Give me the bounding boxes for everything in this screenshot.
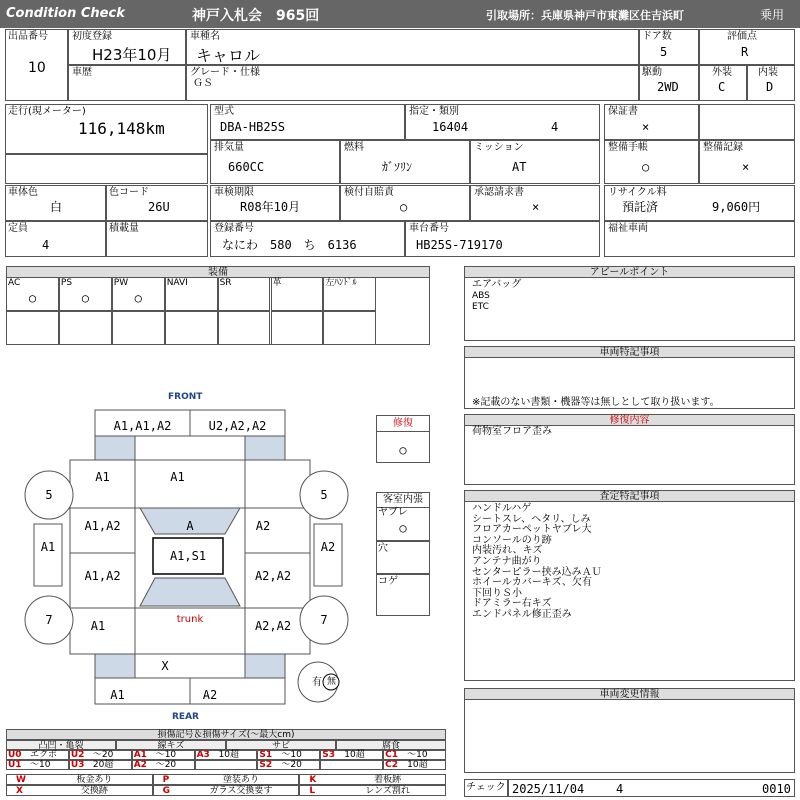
equipment-title: 装備: [6, 266, 430, 278]
legend-mark-code: L: [309, 786, 316, 796]
auction-title: 神戸入札会 965回: [192, 8, 320, 24]
legend-text: 10超: [407, 760, 428, 770]
legend-mark-text: 板金あり: [76, 775, 113, 785]
legend-code: C2: [385, 760, 399, 770]
legend-text: 10超: [218, 750, 240, 760]
spare-mark: 無: [327, 677, 337, 687]
note-line: 内装汚れ、キズ: [472, 545, 543, 557]
legend-mark-text: 着板跡: [374, 775, 402, 785]
equipment-label: PS: [60, 278, 73, 288]
legend-mark-text: レンズ割れ: [365, 786, 410, 796]
legend-code: C1: [385, 750, 399, 760]
chassis-value: HB25S-719170: [416, 238, 503, 252]
model-name-label: 車種名: [190, 31, 220, 42]
equipment-blank-cell: [59, 311, 112, 345]
note-line: ホイールカバーキズ、欠有: [472, 577, 592, 589]
score-value: R: [741, 45, 749, 59]
check-code: 0010: [762, 782, 791, 796]
load-label: 積載量: [109, 223, 139, 234]
approval-value: ×: [532, 200, 540, 214]
legend-mark-code: W: [16, 775, 26, 785]
legend-group: 凸凹・亀裂: [6, 740, 116, 750]
cell-rear-right: A2: [202, 688, 218, 702]
ext-label: 外装: [712, 67, 732, 78]
legend-mark-text: 交換跡: [80, 786, 108, 796]
legend-code: A3: [196, 750, 210, 760]
doors-label: ドア数: [642, 31, 672, 42]
first-reg-label: 初度登録: [72, 31, 112, 42]
doors-value: 5: [660, 45, 668, 59]
note-line: センターピラー挟み込みＡＵ: [472, 566, 602, 578]
cabin-divider-1: [376, 540, 430, 542]
equipment-value: ○: [134, 291, 142, 305]
tire-rear-right: 7: [320, 613, 328, 627]
ext-value: C: [718, 80, 726, 94]
repair-title: 修復内容: [464, 414, 795, 426]
check-label: チェック: [466, 782, 506, 793]
brand-title: Condition Check: [6, 6, 125, 21]
cabin-title: 客室内張: [376, 494, 430, 508]
appeal-title: アピールポイント: [464, 266, 795, 278]
legend-code: S1: [259, 750, 273, 760]
cabin-item-label-1: ヤブレ: [378, 507, 408, 518]
cell-rear-center: X: [161, 659, 169, 673]
legend-code: S3: [322, 750, 336, 760]
check-date: 2025/11/04: [512, 782, 585, 796]
equipment-label: 左ﾊﾝﾄﾞﾙ: [325, 278, 357, 288]
tire-front-left: 5: [45, 488, 53, 502]
plate-value: なにわ 580 ち 6136: [222, 238, 357, 252]
change-title: 車両変更情報: [464, 688, 795, 700]
approval-label: 承認請求書: [474, 187, 524, 198]
note-line: フロアカーペットヤブレ大: [472, 524, 592, 536]
equipment-label: SR: [219, 278, 232, 288]
cell-quarter-right: A2,A2: [254, 619, 292, 633]
first-reg-value: H23年10月: [92, 46, 172, 64]
recycle-amount: 9,060円: [712, 200, 761, 214]
cell-fender-right: A2: [255, 519, 271, 533]
appeal-line-1: エアバッグ: [472, 279, 522, 290]
legend-group: 腐食: [336, 740, 446, 750]
designation-label: 指定・類別: [409, 106, 459, 117]
cell-side-left: A1: [40, 540, 56, 554]
cell-door-right: A2,A2: [254, 569, 292, 583]
inspection-value: R08年10月: [240, 200, 301, 214]
legend-code: A1: [133, 750, 147, 760]
equipment-label: NAVI: [166, 278, 188, 288]
int-label: 内装: [758, 67, 778, 78]
type-value: DBA-HB25S: [220, 120, 286, 134]
legend-code: U3: [70, 760, 85, 770]
legend-text: 〜10: [407, 750, 428, 760]
warranty-value: ×: [642, 120, 650, 134]
equipment-blank-cell: [218, 311, 271, 345]
cabin-item-label-3: コゲ: [378, 576, 398, 587]
legend-code: S2: [259, 760, 273, 770]
legend-text: 〜10: [281, 750, 302, 760]
mileage-label: 走行(現メーター): [8, 106, 86, 117]
inspection-label: 車検期限: [214, 187, 254, 198]
note-line: ハンドルハゲ: [472, 503, 532, 514]
legend-group: サビ: [226, 740, 336, 750]
equipment-blank-cell: [112, 311, 165, 345]
drive-label: 駆動: [642, 67, 662, 78]
capacity-label: 定員: [8, 223, 28, 234]
record-label: 整備記録: [703, 142, 743, 153]
displacement-label: 排気量: [214, 142, 244, 153]
cabin-item-label-2: 穴: [378, 543, 388, 554]
legend-text: エクボ: [30, 750, 58, 760]
appeal-line-2: ABS: [472, 291, 490, 301]
note-line: ドアミラー右キズ: [472, 598, 552, 610]
mission-label: ミッション: [474, 142, 524, 153]
body-color-value: 白: [50, 200, 63, 214]
warranty-label: 保証書: [608, 106, 638, 117]
cell-hood-left: A1: [95, 470, 110, 484]
equipment-label: PW: [113, 278, 129, 288]
legend-code: U2: [70, 750, 85, 760]
legend-title: 損傷記号＆損傷サイズ(〜最大cm): [6, 729, 446, 740]
legend-cell: [195, 760, 258, 770]
warranty-blank-cell: [699, 104, 795, 140]
cell-door-left: A1,A2: [84, 569, 121, 583]
model-name-value: キャロル: [196, 46, 261, 65]
manual-label: 整備手帳: [608, 142, 648, 153]
special-note: ※記載のない書類・機器等は無しとして取り扱います。: [472, 397, 720, 408]
note-line: コンソールのり跡: [472, 534, 552, 546]
insurance-label: 検付自賠責: [344, 187, 394, 198]
note-line: シートスレ、ヘタリ、しみ: [472, 513, 591, 525]
change-box: [464, 699, 795, 773]
type-label: 型式: [214, 106, 234, 117]
cabin-divider-2: [376, 573, 430, 575]
drive-value: 2WD: [657, 80, 679, 94]
fuel-value: ｶﾞｿﾘﾝ: [382, 160, 413, 174]
equipment-blank-cell: [271, 311, 324, 345]
legend-text: 〜10: [30, 760, 51, 770]
cell-windshield: A: [186, 519, 194, 533]
legend-code: A2: [133, 760, 147, 770]
repair-mini-title: 修復: [376, 418, 430, 432]
score-label: 評価点: [727, 31, 757, 42]
cabin-item-value-1: ○: [399, 521, 407, 535]
recycle-label: リサイクル料: [608, 187, 667, 198]
cell-side-right: A2: [320, 540, 336, 554]
legend-cell: [320, 760, 383, 770]
repair-mini-value: ○: [399, 443, 407, 457]
legend-group: 線キズ: [116, 740, 226, 750]
tire-rear-left: 7: [45, 613, 53, 627]
note-line: エンドパネル修正歪み: [472, 609, 572, 620]
cell-fender-left: A1,A2: [84, 519, 121, 533]
pickup-location: 引取場所：兵庫県神戸市東灘区住吉浜町: [486, 9, 684, 22]
repair-text: 荷物室フロア歪み: [472, 426, 552, 437]
lot-number: 10: [28, 60, 46, 76]
legend-text: 20超: [92, 760, 114, 770]
plate-label: 登録番号: [214, 223, 254, 234]
legend-mark-text: 塗装あり: [222, 775, 259, 785]
cell-rear-left: A1: [110, 688, 125, 702]
equipment-value: ○: [81, 291, 89, 305]
cell-front-right: U2,A2,A2: [208, 419, 267, 433]
grade-value: ＧＳ: [193, 78, 213, 89]
check-num: 4: [616, 782, 624, 796]
legend-mark-code: G: [162, 786, 171, 796]
record-value: ×: [742, 160, 750, 174]
insurance-value: ○: [400, 200, 408, 214]
legend-text: 〜20: [155, 760, 177, 770]
cell-quarter-left: A1: [90, 619, 106, 633]
mileage-blank-cell: [5, 154, 208, 184]
capacity-value: 4: [42, 238, 50, 252]
manual-value: ○: [642, 160, 650, 174]
equipment-blank-cell: [323, 311, 376, 345]
cell-roof: A1,S1: [169, 549, 207, 563]
special-title: 車両特記事項: [464, 346, 795, 358]
legend-text: 〜20: [92, 750, 114, 760]
legend-mark-text: ガラス交換要す: [209, 786, 273, 796]
equipment-label: 革: [272, 278, 282, 288]
category-badge: 乗用: [760, 8, 785, 22]
recycle-status: 預託済: [622, 200, 659, 214]
lot-label: 出品番号: [8, 31, 48, 42]
equipment-label: AC: [8, 278, 21, 288]
legend-text: 10超: [344, 750, 365, 760]
fuel-label: 燃料: [344, 142, 364, 153]
welfare-label: 福祉車両: [608, 223, 648, 234]
history-label: 車歴: [72, 67, 92, 78]
cell-front-left: A1,A1,A2: [113, 419, 172, 433]
cell-hood-center: A1: [170, 470, 185, 484]
chassis-label: 車台番号: [409, 223, 449, 234]
legend-mark-code: X: [16, 786, 23, 796]
tire-front-right: 5: [320, 488, 328, 502]
designation-value: 16404: [432, 120, 469, 134]
color-code-label: 色コード: [109, 187, 149, 198]
legend-code: U1: [8, 760, 22, 770]
legend-code: U0: [8, 750, 22, 760]
note-line: 下回りＳ小: [472, 587, 522, 599]
rear-label: REAR: [172, 712, 199, 722]
category-no-value: 4: [551, 120, 559, 134]
equipment-blank-cell: [165, 311, 218, 345]
notes-title: 査定特記事項: [464, 490, 795, 502]
front-label: FRONT: [168, 392, 203, 402]
spare-label: 有: [312, 677, 322, 688]
trunk-label: trunk: [176, 614, 204, 625]
displacement-value: 660CC: [228, 160, 265, 174]
color-code-value: 26U: [148, 200, 170, 214]
int-value: D: [766, 80, 774, 94]
note-line: アンテナ曲がり: [472, 556, 542, 567]
grade-label: グレード・仕様: [190, 67, 260, 78]
mission-value: AT: [512, 160, 527, 174]
legend-mark-code: P: [162, 775, 170, 785]
legend-text: 〜20: [281, 760, 302, 770]
equipment-blank-cell: [6, 311, 59, 345]
legend-text: 〜10: [155, 750, 177, 760]
legend-mark-code: K: [309, 775, 317, 785]
equipment-value: ○: [28, 291, 37, 305]
mileage-value: 116,148km: [78, 119, 165, 138]
appeal-line-3: ETC: [472, 302, 489, 312]
check-divider: [507, 779, 509, 797]
body-color-label: 車体色: [8, 187, 38, 198]
